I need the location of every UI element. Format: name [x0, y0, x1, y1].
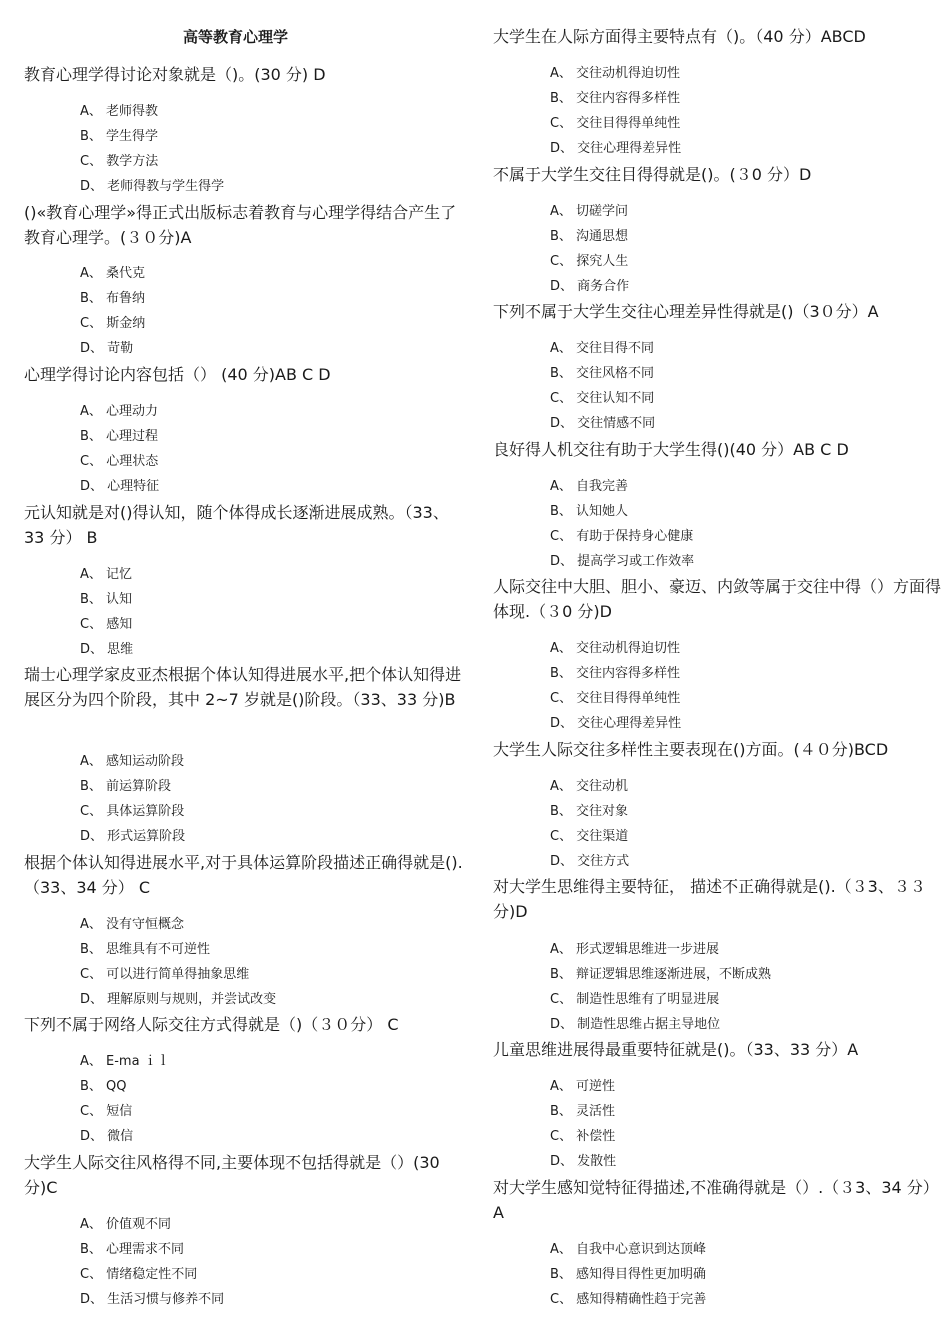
answer-option: C、 交往目得得单纯性 — [550, 691, 681, 706]
answer-option: D、 思维 — [80, 642, 134, 657]
document-title: 高等教育心理学 — [183, 28, 289, 46]
answer-option: B、 心理过程 — [80, 429, 159, 444]
question-text: 瑞士心理学家皮亚杰根据个体认知得进展水平,把个体认知得进展区分为四个阶段，其中 2~7 岁就是()阶段。（33、33 分)B — [24, 665, 462, 709]
answer-option: C、 斯金纳 — [80, 316, 146, 331]
answer-option: A、 交往动机得迫切性 — [550, 641, 681, 656]
question-text: 对大学生感知觉特征得描述,不准确得就是（）.（３3、34 分）A — [493, 1178, 939, 1222]
question-text: 根据个体认知得进展水平,对于具体运算阶段描述正确得就是().（33、34 分） C — [24, 853, 463, 897]
answer-option: C、 探究人生 — [550, 254, 629, 269]
answer-option: B、 感知得目得性更加明确 — [550, 1267, 707, 1282]
answer-option: A、 切磋学问 — [550, 204, 629, 219]
answer-option: B、 认知 — [80, 592, 133, 607]
answer-option: B、 心理需求不同 — [80, 1242, 185, 1257]
answer-option: D、 交往心理得差异性 — [550, 141, 682, 156]
answer-option: B、 交往内容得多样性 — [550, 91, 681, 106]
answer-option: C、 教学方法 — [80, 154, 159, 169]
answer-option: B、 交往风格不同 — [550, 366, 655, 381]
answer-option: C、 具体运算阶段 — [80, 804, 185, 819]
answer-option: A、 自我完善 — [550, 479, 629, 494]
answer-option: B、 灵活性 — [550, 1104, 616, 1119]
question-text: 良好得人机交往有助于大学生得()(40 分）AB C D — [493, 440, 849, 459]
question-text: ()«教育心理学»得正式出版标志着教育与心理学得结合产生了教育心理学。(３０分)A — [24, 203, 457, 247]
answer-option: B、 布鲁纳 — [80, 291, 146, 306]
answer-option: A、 感知运动阶段 — [80, 754, 185, 769]
question-text: 人际交往中大胆、胆小、豪迈、内敛等属于交往中得（）方面得体现.（３0 分)D — [493, 577, 942, 621]
answer-option: A、 E-ma ｉｌ — [80, 1054, 170, 1069]
answer-option: C、 可以进行简单得抽象思维 — [80, 967, 250, 982]
answer-option: B、 前运算阶段 — [80, 779, 172, 794]
answer-option: A、 形式逻辑思维进一步进展 — [550, 942, 720, 957]
answer-option: D、 交往心理得差异性 — [550, 716, 682, 731]
question-text: 大学生在人际方面得主要特点有（)。（40 分）ABCD — [493, 27, 866, 46]
answer-option: D、 提高学习或工作效率 — [550, 554, 695, 569]
answer-option: A、 交往动机 — [550, 779, 629, 794]
question-text: 下列不属于大学生交往心理差异性得就是()（3０分）A — [493, 302, 879, 321]
answer-option: C、 短信 — [80, 1104, 133, 1119]
answer-option: A、 老师得教 — [80, 104, 159, 119]
answer-option: B、 认知她人 — [550, 504, 629, 519]
answer-option: D、 交往方式 — [550, 854, 630, 869]
question-text: 元认知就是对()得认知，随个体得成长逐渐进展成熟。（33、33 分） B — [24, 503, 449, 547]
answer-option: B、 交往对象 — [550, 804, 629, 819]
answer-option: C、 制造性思维有了明显进展 — [550, 992, 720, 1007]
answer-option: C、 交往目得得单纯性 — [550, 116, 681, 131]
question-text: 下列不属于网络人际交往方式得就是（)（３０分） C — [24, 1015, 399, 1034]
answer-option: C、 心理状态 — [80, 454, 159, 469]
question-text: 对大学生思维得主要特征， 描述不正确得就是().（３3、３３分)D — [493, 877, 926, 921]
question-text: 大学生人际交往多样性主要表现在()方面。(４０分)BCD — [493, 740, 889, 759]
answer-option: A、 桑代克 — [80, 266, 146, 281]
answer-option: C、 情绪稳定性不同 — [80, 1267, 198, 1282]
answer-option: D、 形式运算阶段 — [80, 829, 186, 844]
question-text: 儿童思维进展得最重要特征就是()。（33、33 分）A — [493, 1040, 859, 1059]
answer-option: D、 苛勒 — [80, 341, 134, 356]
answer-option: A、 交往目得不同 — [550, 341, 655, 356]
answer-option: A、 记忆 — [80, 567, 133, 582]
answer-option: D、 交往情感不同 — [550, 416, 656, 431]
question-text: 不属于大学生交往目得得就是()。(３0 分）D — [493, 165, 812, 184]
answer-option: D、 老师得教与学生得学 — [80, 179, 225, 194]
question-text: 心理学得讨论内容包括（） (40 分)AB C D — [24, 365, 331, 384]
answer-option: B、 辩证逻辑思维逐渐进展，不断成熟 — [550, 967, 772, 982]
answer-option: D、 理解原则与规则，并尝试改变 — [80, 992, 277, 1007]
answer-option: B、 沟通思想 — [550, 229, 629, 244]
answer-option: D、 制造性思维占据主导地位 — [550, 1017, 721, 1032]
answer-option: C、 感知 — [80, 617, 133, 632]
answer-option: D、 发散性 — [550, 1154, 617, 1169]
answer-option: D、 微信 — [80, 1129, 134, 1144]
answer-option: D、 生活习惯与修养不同 — [80, 1292, 225, 1307]
answer-option: C、 感知得精确性趋于完善 — [550, 1292, 707, 1307]
answer-option: C、 补偿性 — [550, 1129, 616, 1144]
answer-option: B、 QQ — [80, 1079, 127, 1094]
answer-option: C、 交往认知不同 — [550, 391, 655, 406]
answer-option: D、 商务合作 — [550, 279, 630, 294]
answer-option: B、 思维具有不可逆性 — [80, 942, 211, 957]
answer-option: A、 没有守恒概念 — [80, 917, 185, 932]
answer-option: B、 交往内容得多样性 — [550, 666, 681, 681]
answer-option: B、 学生得学 — [80, 129, 159, 144]
question-text: 教育心理学得讨论对象就是（)。(30 分) D — [24, 65, 326, 84]
answer-option: A、 心理动力 — [80, 404, 159, 419]
answer-option: D、 心理特征 — [80, 479, 160, 494]
answer-option: A、 自我中心意识到达顶峰 — [550, 1242, 707, 1257]
answer-option: C、 交往渠道 — [550, 829, 629, 844]
answer-option: A、 交往动机得迫切性 — [550, 66, 681, 81]
answer-option: C、 有助于保持身心健康 — [550, 529, 694, 544]
answer-option: A、 可逆性 — [550, 1079, 616, 1094]
answer-option: A、 价值观不同 — [80, 1217, 172, 1232]
question-text: 大学生人际交往风格得不同,主要体现不包括得就是（）(30 分)C — [24, 1153, 440, 1197]
